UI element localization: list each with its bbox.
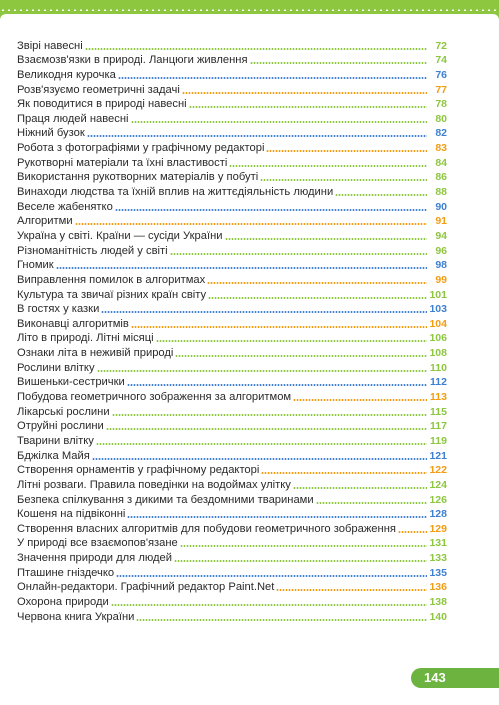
toc-entry-page-number: 108 [429, 347, 447, 360]
toc-entry-page-number: 121 [429, 449, 447, 462]
toc-dot-leader [208, 297, 427, 299]
toc-entry-page-number: 94 [435, 229, 447, 242]
toc-dot-leader [174, 560, 427, 562]
toc-entry-title: Бджілка Майя [17, 449, 90, 462]
toc-dot-leader [127, 516, 427, 518]
toc-dot-leader [101, 311, 427, 313]
toc-dot-leader [127, 384, 427, 386]
toc-entry[interactable] [17, 316, 447, 331]
toc-dot-leader [131, 326, 427, 328]
toc-entry-page-number: 72 [435, 39, 447, 52]
toc-entry-page-number: 82 [435, 127, 447, 140]
toc-dot-leader [56, 267, 427, 269]
toc-entry-title: Літні розваги. Правила поведінки на водоймах улітку [17, 478, 291, 491]
toc-dot-leader [118, 77, 427, 79]
toc-entry-page-number: 99 [435, 273, 447, 286]
toc-entry[interactable] [17, 492, 447, 507]
toc-entry-title: Взаємозв'язки в природі. Ланцюги живлення [17, 54, 248, 67]
toc-entry-title: Створення власних алгоритмів для побудови геометричного зображення [17, 522, 396, 535]
toc-entry-page-number: 129 [429, 522, 447, 535]
dotted-line-decoration [0, 9, 499, 11]
toc-entry-page-number: 124 [429, 478, 447, 491]
toc-entry[interactable] [17, 258, 447, 273]
toc-entry-page-number: 74 [435, 54, 447, 67]
toc-entry[interactable] [17, 97, 447, 112]
toc-entry-page-number: 140 [429, 610, 447, 623]
toc-entry[interactable] [17, 184, 447, 199]
toc-entry-title: Виправлення помилок в алгоритмах [17, 273, 206, 286]
toc-entry[interactable] [17, 477, 447, 492]
toc-entry-title: Звірі навесні [17, 39, 83, 52]
toc-entry[interactable] [17, 448, 447, 463]
toc-dot-leader [293, 399, 427, 401]
toc-entry[interactable] [17, 609, 447, 624]
toc-entry[interactable] [17, 67, 447, 82]
toc-entry-page-number: 88 [435, 186, 447, 199]
toc-entry-page-number: 119 [430, 434, 447, 447]
toc-entry-page-number: 117 [430, 420, 447, 433]
toc-entry-title: Кошеня на підвіконні [17, 508, 126, 521]
toc-entry-page-number: 98 [435, 259, 447, 272]
toc-entry[interactable] [17, 433, 447, 448]
toc-entry[interactable] [17, 536, 447, 551]
toc-dot-leader [111, 604, 427, 606]
toc-entry-title: Вишеньки-сестрички [17, 376, 125, 389]
toc-entry[interactable] [17, 521, 447, 536]
toc-entry-page-number: 80 [435, 112, 447, 125]
toc-entry-page-number: 104 [429, 317, 447, 330]
toc-entry[interactable] [17, 228, 447, 243]
toc-dot-leader [156, 340, 427, 342]
toc-dot-leader [97, 370, 427, 372]
toc-dot-leader [276, 589, 427, 591]
toc-entry-title: Гномик [17, 259, 54, 272]
toc-entry-title: Ніжний бузок [17, 127, 85, 140]
toc-entry-page-number: 96 [435, 244, 447, 257]
toc-entry[interactable] [17, 111, 447, 126]
toc-entry-title: Лікарські рослини [17, 405, 110, 418]
toc-entry-page-number: 128 [429, 508, 447, 521]
toc-entry-title: Побудова геометричного зображення за алгоритмом [17, 391, 292, 404]
toc-entry-title: Онлайн-редактори. Графічний редактор Paint.Net [17, 581, 275, 594]
toc-entry-page-number: 91 [435, 215, 447, 228]
table-of-contents [17, 38, 447, 624]
toc-entry-page-number: 83 [435, 142, 447, 155]
toc-entry-title: Алгоритми [17, 215, 73, 228]
toc-entry-page-number: 110 [430, 361, 447, 374]
toc-dot-leader [225, 238, 427, 240]
toc-entry[interactable] [17, 82, 447, 97]
toc-entry-title: Отруйні рослини [17, 420, 104, 433]
toc-entry[interactable] [17, 375, 447, 390]
toc-entry-page-number: 106 [429, 332, 447, 345]
toc-dot-leader [189, 106, 427, 108]
toc-entry-page-number: 101 [429, 288, 447, 301]
toc-entry[interactable] [17, 463, 447, 478]
toc-entry[interactable] [17, 389, 447, 404]
toc-dot-leader [250, 62, 427, 64]
toc-entry[interactable] [17, 331, 447, 346]
toc-entry-title: Веселе жабенятко [17, 200, 113, 213]
toc-dot-leader [180, 545, 427, 547]
toc-entry-page-number: 133 [429, 552, 447, 565]
toc-entry-title: Винаходи людства та їхній вплив на життєдіяльність людини [17, 186, 334, 199]
toc-dot-leader [85, 48, 427, 50]
toc-entry[interactable] [17, 345, 447, 360]
toc-entry[interactable] [17, 404, 447, 419]
toc-entry-title: Охорона природи [17, 595, 109, 608]
toc-entry[interactable] [17, 155, 447, 170]
toc-dot-leader [115, 209, 427, 211]
toc-entry[interactable] [17, 214, 447, 229]
toc-entry[interactable] [17, 272, 447, 287]
toc-dot-leader [75, 223, 427, 225]
toc-dot-leader [116, 575, 427, 577]
toc-entry-title: Як поводитися в природі навесні [17, 98, 187, 111]
toc-entry-page-number: 136 [429, 581, 447, 594]
toc-entry[interactable] [17, 594, 447, 609]
toc-entry-page-number: 90 [435, 200, 447, 213]
toc-entry-title: Пташине гніздечко [17, 566, 115, 579]
toc-entry-title: Червона книга України [17, 610, 135, 623]
toc-dot-leader [170, 253, 427, 255]
toc-entry[interactable] [17, 550, 447, 565]
toc-entry[interactable] [17, 302, 447, 317]
toc-entry-page-number: 103 [429, 303, 447, 316]
toc-dot-leader [207, 282, 427, 284]
toc-entry-title: Використання рукотворних матеріалів у побуті [17, 171, 259, 184]
toc-entry[interactable] [17, 243, 447, 258]
toc-entry-page-number: 112 [430, 376, 447, 389]
toc-dot-leader [261, 472, 427, 474]
toc-entry-title: Культура та звичаї різних країн світу [17, 288, 207, 301]
toc-dot-leader [260, 179, 427, 181]
toc-dot-leader [335, 194, 427, 196]
toc-entry-page-number: 115 [430, 405, 447, 418]
toc-entry-page-number: 122 [429, 464, 447, 477]
toc-entry-title: Безпека спілкування з дикими та бездомними тваринами [17, 493, 314, 506]
toc-entry[interactable] [17, 140, 447, 155]
toc-entry[interactable] [17, 419, 447, 434]
toc-entry-page-number: 78 [435, 98, 447, 111]
toc-dot-leader [96, 443, 427, 445]
toc-entry-page-number: 126 [429, 493, 447, 506]
toc-entry-title: Праця людей навесні [17, 112, 129, 125]
toc-dot-leader [112, 414, 427, 416]
toc-entry-title: Великодня курочка [17, 68, 116, 81]
toc-entry-title: Різноманітність людей у світі [17, 244, 168, 257]
toc-entry-title: Створення орнаментів у графічному редакторі [17, 464, 260, 477]
toc-entry[interactable] [17, 507, 447, 522]
toc-entry[interactable] [17, 38, 447, 53]
page-top-edge [0, 14, 499, 20]
toc-dot-leader [182, 92, 427, 94]
toc-entry[interactable] [17, 360, 447, 375]
toc-dot-leader [106, 428, 427, 430]
toc-entry-title: Тварини влітку [17, 434, 94, 447]
toc-entry-page-number: 86 [435, 171, 447, 184]
toc-entry-page-number: 113 [430, 391, 447, 404]
toc-dot-leader [92, 458, 427, 460]
toc-dot-leader [293, 487, 427, 489]
toc-entry-page-number: 77 [435, 83, 447, 96]
toc-dot-leader [398, 531, 427, 533]
toc-entry[interactable] [17, 170, 447, 185]
toc-entry-page-number: 76 [435, 68, 447, 81]
toc-entry-title: Робота з фотографіями у графічному редакторі [17, 142, 265, 155]
toc-dot-leader [136, 619, 427, 621]
toc-entry-title: Україна у світі. Країни — сусіди України [17, 229, 223, 242]
toc-entry[interactable] [17, 53, 447, 68]
toc-entry-title: Рослини влітку [17, 361, 95, 374]
top-decorative-band [0, 0, 499, 20]
toc-entry[interactable] [17, 126, 447, 141]
toc-entry[interactable] [17, 565, 447, 580]
toc-dot-leader [87, 135, 427, 137]
toc-entry-title: Значення природи для людей [17, 552, 172, 565]
toc-entry-title: У природі все взаємопов'язане [17, 537, 178, 550]
toc-entry-title: Літо в природі. Літні місяці [17, 332, 154, 345]
toc-dot-leader [175, 355, 427, 357]
toc-entry-title: В гостях у казки [17, 303, 100, 316]
toc-dot-leader [229, 165, 427, 167]
toc-entry[interactable] [17, 287, 447, 302]
toc-entry[interactable] [17, 199, 447, 214]
toc-entry-title: Ознаки літа в неживій природі [17, 347, 174, 360]
toc-dot-leader [131, 121, 427, 123]
page-number: 143 [424, 670, 446, 685]
toc-entry-title: Розв'язуємо геометричні задачі [17, 83, 180, 96]
toc-entry-page-number: 131 [429, 537, 447, 550]
toc-dot-leader [316, 502, 427, 504]
toc-entry-page-number: 84 [435, 156, 447, 169]
toc-entry-title: Виконавці алгоритмів [17, 317, 129, 330]
toc-entry-title: Рукотворні матеріали та їхні властивості [17, 156, 228, 169]
toc-entry-page-number: 138 [429, 595, 447, 608]
toc-entry[interactable] [17, 580, 447, 595]
toc-entry-page-number: 135 [429, 566, 447, 579]
toc-dot-leader [266, 150, 427, 152]
